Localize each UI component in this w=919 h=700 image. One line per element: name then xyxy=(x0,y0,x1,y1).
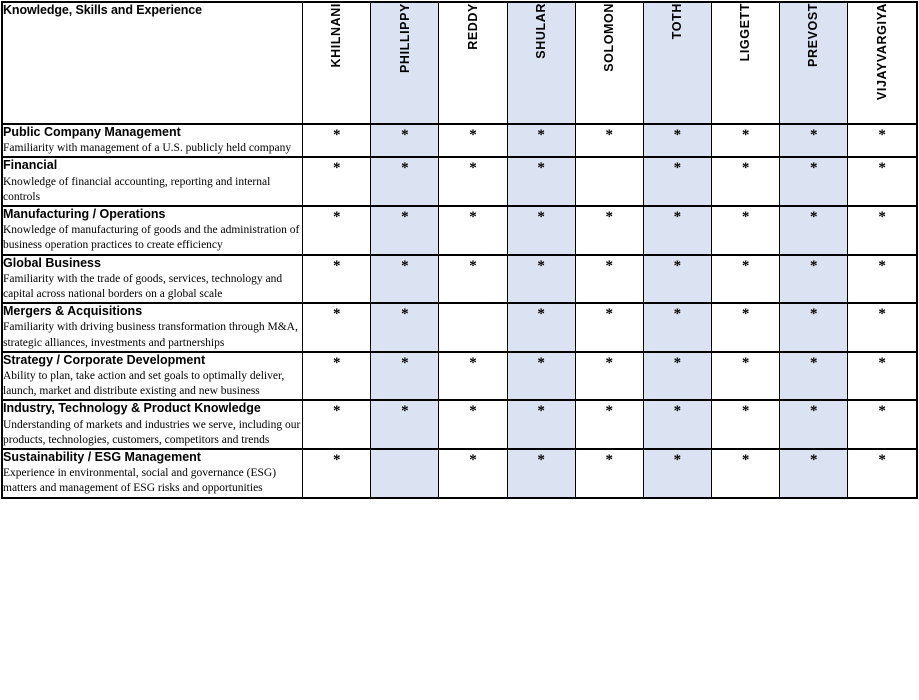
skill-mark-cell xyxy=(712,449,780,498)
skill-mark-cell xyxy=(643,400,711,449)
skill-mark-cell xyxy=(439,206,507,255)
table-row xyxy=(2,352,917,401)
skill-mark-cell xyxy=(507,400,575,449)
asterisk-icon: * xyxy=(332,160,341,177)
asterisk-icon: * xyxy=(401,127,409,143)
skill-category-cell xyxy=(2,400,303,449)
skill-mark-cell xyxy=(507,303,575,352)
skill-mark-cell xyxy=(303,255,371,304)
skill-category-cell xyxy=(2,255,303,304)
skill-mark-cell xyxy=(643,255,711,304)
skill-mark-cell xyxy=(712,124,780,157)
skill-mark-cell xyxy=(575,449,643,498)
asterisk-icon: * xyxy=(537,127,545,143)
skill-mark-cell xyxy=(575,206,643,255)
skill-mark-cell xyxy=(371,400,439,449)
asterisk-icon: * xyxy=(401,160,409,177)
skill-description: Understanding of markets and industries we serve, including our products, technologies, customers, competitors and trends xyxy=(3,418,301,446)
skill-mark-cell xyxy=(439,303,507,352)
skill-title: Global Business xyxy=(3,255,101,270)
table-row xyxy=(2,303,917,352)
table-row xyxy=(2,449,917,498)
skill-category-cell xyxy=(2,449,303,498)
skill-mark-cell xyxy=(371,352,439,401)
skill-mark-cell xyxy=(371,206,439,255)
asterisk-icon: * xyxy=(332,209,341,226)
skill-mark-cell xyxy=(712,255,780,304)
skill-mark-cell xyxy=(780,303,848,352)
asterisk-icon: * xyxy=(809,160,818,177)
skill-mark-cell xyxy=(303,352,371,401)
member-name-label: LIGGETT xyxy=(738,3,753,62)
skill-mark-cell xyxy=(643,303,711,352)
member-name-label: SHULAR xyxy=(533,3,548,59)
skill-title: Sustainability / ESG Management xyxy=(3,449,201,464)
skill-mark-cell xyxy=(643,449,711,498)
asterisk-icon: * xyxy=(809,127,818,143)
table-row xyxy=(2,206,917,255)
asterisk-icon: * xyxy=(809,209,818,226)
skill-mark-cell xyxy=(575,352,643,401)
skill-mark-cell xyxy=(371,157,439,206)
skill-mark-cell xyxy=(848,303,917,352)
asterisk-icon: * xyxy=(809,354,818,371)
asterisk-icon: * xyxy=(537,306,545,323)
skill-mark-cell xyxy=(712,157,780,206)
member-name-label: VIJAYVARGIYA xyxy=(874,3,889,101)
skill-title: Financial xyxy=(3,158,58,173)
skill-description: Familiarity with the trade of goods, services, technology and capital across national borders on a global scale xyxy=(3,272,283,301)
skill-description: Experience in environmental, social and governance (ESG) matters and management of ESG risks and opportunities xyxy=(3,467,277,495)
skill-mark-cell xyxy=(780,124,848,157)
asterisk-icon: * xyxy=(537,257,545,274)
member-column-header xyxy=(780,2,848,124)
skill-mark-cell xyxy=(780,449,848,498)
skill-mark-cell xyxy=(780,352,848,401)
skill-description: Knowledge of manufacturing of goods and the administration of business operation practices to create efficiency xyxy=(3,224,300,252)
skill-mark-cell xyxy=(371,303,439,352)
asterisk-icon: * xyxy=(809,257,818,274)
asterisk-icon: * xyxy=(332,403,341,420)
skill-mark-cell xyxy=(712,206,780,255)
asterisk-icon: * xyxy=(401,403,409,420)
skill-description: Ability to plan, take action and set goals to optimally deliver, launch, market and distribute existing and new business xyxy=(3,370,285,398)
skill-mark-cell xyxy=(780,157,848,206)
asterisk-icon: * xyxy=(673,160,682,177)
skill-mark-cell xyxy=(848,352,917,401)
asterisk-icon: * xyxy=(878,354,886,371)
skill-mark-cell xyxy=(507,449,575,498)
asterisk-icon: * xyxy=(332,127,341,143)
skill-mark-cell xyxy=(848,157,917,206)
member-name-label: SOLOMON xyxy=(602,3,617,72)
skill-mark-cell xyxy=(848,124,917,157)
asterisk-icon: * xyxy=(537,160,545,177)
skill-description: Familiarity with management of a U.S. publicly held company xyxy=(3,142,292,155)
skill-mark-cell xyxy=(575,400,643,449)
skill-mark-cell xyxy=(507,124,575,157)
skill-category-cell xyxy=(2,303,303,352)
member-name-label: TOTH xyxy=(670,3,685,40)
asterisk-icon: * xyxy=(741,306,750,323)
asterisk-icon: * xyxy=(469,451,477,468)
member-column-header xyxy=(303,2,371,124)
asterisk-icon: * xyxy=(809,403,818,420)
skill-title: Public Company Management xyxy=(3,125,181,139)
member-column-header xyxy=(371,2,439,124)
table-body xyxy=(2,124,917,498)
asterisk-icon: * xyxy=(469,209,477,226)
skill-mark-cell xyxy=(507,255,575,304)
skill-title: Industry, Technology & Product Knowledge xyxy=(3,401,261,416)
asterisk-icon: * xyxy=(878,257,886,274)
skill-mark-cell xyxy=(303,157,371,206)
asterisk-icon: * xyxy=(605,257,614,274)
skill-mark-cell xyxy=(848,400,917,449)
asterisk-icon: * xyxy=(741,354,750,371)
asterisk-icon: * xyxy=(469,354,477,371)
asterisk-icon: * xyxy=(401,306,409,323)
asterisk-icon: * xyxy=(332,354,341,371)
skill-mark-cell xyxy=(507,352,575,401)
skill-mark-cell xyxy=(575,255,643,304)
skill-mark-cell xyxy=(643,352,711,401)
skill-mark-cell xyxy=(848,206,917,255)
skill-mark-cell xyxy=(439,124,507,157)
skill-mark-cell xyxy=(780,255,848,304)
skills-matrix-table xyxy=(1,1,918,499)
asterisk-icon: * xyxy=(878,403,886,420)
table-row xyxy=(2,157,917,206)
category-column-header xyxy=(2,2,303,124)
asterisk-icon: * xyxy=(741,209,750,226)
member-column-header xyxy=(439,2,507,124)
asterisk-icon: * xyxy=(673,354,682,371)
skill-mark-cell xyxy=(371,449,439,498)
skill-mark-cell xyxy=(643,206,711,255)
member-name-label: PHILLIPPY xyxy=(397,3,412,73)
skill-description: Familiarity with driving business transformation through M&A, strategic alliances, investments and partnerships xyxy=(3,321,298,349)
asterisk-icon: * xyxy=(401,257,409,274)
asterisk-icon: * xyxy=(401,354,409,371)
member-column-header xyxy=(643,2,711,124)
skill-mark-cell xyxy=(780,206,848,255)
asterisk-icon: * xyxy=(809,451,818,468)
asterisk-icon: * xyxy=(741,451,750,468)
asterisk-icon: * xyxy=(469,257,477,274)
skill-mark-cell xyxy=(439,157,507,206)
asterisk-icon: * xyxy=(469,160,477,177)
asterisk-icon: * xyxy=(673,403,682,420)
asterisk-icon: * xyxy=(605,354,614,371)
skill-mark-cell xyxy=(439,352,507,401)
skill-mark-cell xyxy=(439,449,507,498)
skill-mark-cell xyxy=(712,400,780,449)
asterisk-icon: * xyxy=(332,306,341,323)
asterisk-icon: * xyxy=(673,127,682,143)
asterisk-icon: * xyxy=(469,127,477,143)
asterisk-icon: * xyxy=(741,403,750,420)
skill-mark-cell xyxy=(439,255,507,304)
asterisk-icon: * xyxy=(605,403,614,420)
skill-mark-cell xyxy=(780,400,848,449)
member-column-header xyxy=(507,2,575,124)
asterisk-icon: * xyxy=(537,403,545,420)
asterisk-icon: * xyxy=(537,209,545,226)
asterisk-icon: * xyxy=(809,306,818,323)
skill-title: Mergers & Acquisitions xyxy=(3,304,143,319)
asterisk-icon: * xyxy=(673,257,682,274)
category-header-label: Knowledge, Skills and Experience xyxy=(3,3,202,17)
asterisk-icon: * xyxy=(741,160,750,177)
skill-mark-cell xyxy=(303,206,371,255)
member-name-label: KHILNANI xyxy=(329,3,344,68)
table-row xyxy=(2,400,917,449)
asterisk-icon: * xyxy=(401,209,409,226)
table-row xyxy=(2,124,917,157)
asterisk-icon: * xyxy=(537,354,545,371)
skill-mark-cell xyxy=(303,124,371,157)
asterisk-icon: * xyxy=(878,160,886,177)
skill-mark-cell xyxy=(439,400,507,449)
asterisk-icon: * xyxy=(537,451,545,468)
asterisk-icon: * xyxy=(673,209,682,226)
asterisk-icon: * xyxy=(605,127,614,143)
skill-category-cell xyxy=(2,206,303,255)
asterisk-icon: * xyxy=(605,306,614,323)
skill-mark-cell xyxy=(575,124,643,157)
skill-category-cell xyxy=(2,124,303,157)
skill-mark-cell xyxy=(643,157,711,206)
asterisk-icon: * xyxy=(673,451,682,468)
skill-category-cell xyxy=(2,157,303,206)
table-header-row xyxy=(2,2,917,124)
asterisk-icon: * xyxy=(741,257,750,274)
skill-title: Strategy / Corporate Development xyxy=(3,352,206,367)
table-row xyxy=(2,255,917,304)
asterisk-icon: * xyxy=(605,451,614,468)
skill-mark-cell xyxy=(303,449,371,498)
asterisk-icon: * xyxy=(332,257,341,274)
member-column-header xyxy=(848,2,917,124)
skill-mark-cell xyxy=(848,255,917,304)
skill-mark-cell xyxy=(848,449,917,498)
asterisk-icon: * xyxy=(878,127,886,143)
skill-mark-cell xyxy=(575,157,643,206)
member-name-label: PREVOST xyxy=(806,3,821,67)
skill-description: Knowledge of financial accounting, reporting and internal controls xyxy=(3,175,271,203)
skill-mark-cell xyxy=(371,124,439,157)
skill-mark-cell xyxy=(712,352,780,401)
skill-mark-cell xyxy=(712,303,780,352)
asterisk-icon: * xyxy=(878,451,886,468)
member-column-header xyxy=(712,2,780,124)
skill-mark-cell xyxy=(575,303,643,352)
member-name-label: REDDY xyxy=(465,3,480,50)
skill-mark-cell xyxy=(371,255,439,304)
asterisk-icon: * xyxy=(878,306,886,323)
skill-mark-cell xyxy=(643,124,711,157)
skill-mark-cell xyxy=(303,303,371,352)
asterisk-icon: * xyxy=(741,127,750,143)
asterisk-icon: * xyxy=(469,403,477,420)
member-column-header xyxy=(575,2,643,124)
skill-mark-cell xyxy=(507,206,575,255)
skill-category-cell xyxy=(2,352,303,401)
skill-mark-cell xyxy=(507,157,575,206)
asterisk-icon: * xyxy=(332,451,341,468)
skill-title: Manufacturing / Operations xyxy=(3,207,166,222)
asterisk-icon: * xyxy=(673,306,682,323)
skill-mark-cell xyxy=(303,400,371,449)
asterisk-icon: * xyxy=(605,209,614,226)
asterisk-icon: * xyxy=(878,209,886,226)
